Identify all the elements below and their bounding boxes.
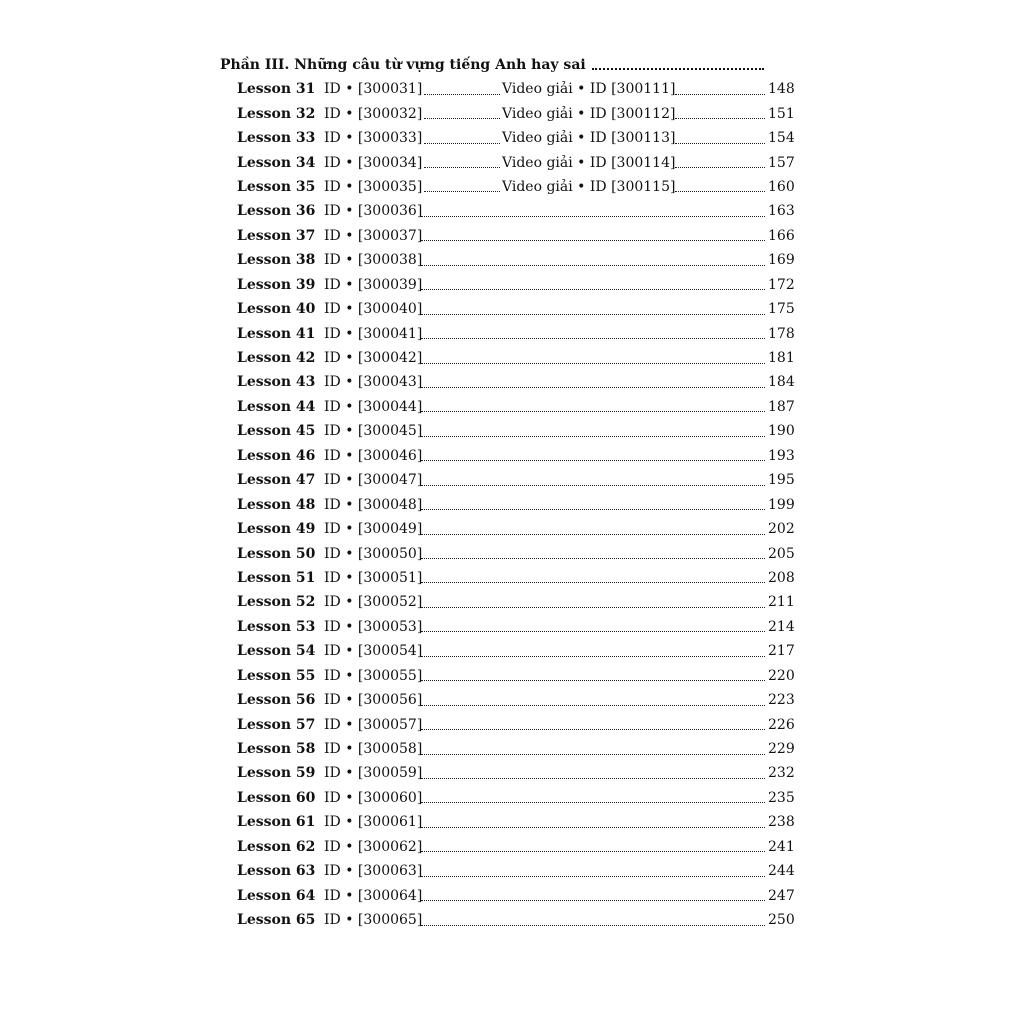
toc-entry[interactable] — [237, 761, 793, 785]
lesson-label: Lesson 38 — [237, 252, 316, 269]
lesson-label: Lesson 47 — [237, 472, 316, 489]
toc-entry[interactable] — [237, 419, 793, 443]
lesson-id: ID • [300055] — [324, 667, 423, 684]
lesson-id: ID • [300052] — [324, 594, 423, 611]
toc-entry[interactable] — [237, 175, 793, 199]
toc-entry[interactable] — [237, 541, 793, 565]
leader-dots — [421, 827, 765, 828]
toc-entry[interactable] — [237, 224, 793, 248]
toc-entry[interactable] — [237, 908, 793, 932]
page-number: 238 — [768, 814, 795, 831]
lesson-label: Lesson 42 — [237, 350, 316, 367]
lesson-id: ID • [300061] — [324, 814, 423, 831]
lesson-id: ID • [300056] — [324, 692, 423, 709]
lesson-label: Lesson 59 — [237, 765, 316, 782]
leader-dots — [424, 118, 500, 119]
lesson-label: Lesson 58 — [237, 741, 316, 758]
page-number: 148 — [768, 81, 795, 98]
toc-entry[interactable] — [237, 248, 793, 272]
lesson-id: ID • [300050] — [324, 545, 423, 562]
page-number: 217 — [768, 643, 795, 660]
leader-dots — [421, 289, 765, 290]
leader-dots — [675, 167, 765, 168]
toc-entry[interactable] — [237, 321, 793, 345]
page-number: 214 — [768, 618, 795, 635]
lesson-id: ID • [300060] — [324, 789, 423, 806]
toc-entry[interactable] — [237, 517, 793, 541]
lesson-label: Lesson 31 — [237, 81, 316, 98]
leader-dots — [421, 436, 765, 437]
toc-entry[interactable] — [237, 199, 793, 223]
leader-dots — [421, 460, 765, 461]
lesson-label: Lesson 32 — [237, 105, 316, 122]
page-number: 187 — [768, 398, 795, 415]
page-number: 235 — [768, 789, 795, 806]
page-number: 199 — [768, 496, 795, 513]
leader-dots — [421, 387, 765, 388]
leader-dots — [421, 534, 765, 535]
toc-entry[interactable] — [237, 786, 793, 810]
lesson-label: Lesson 41 — [237, 325, 316, 342]
lesson-label: Lesson 39 — [237, 276, 316, 293]
lesson-label: Lesson 44 — [237, 398, 316, 415]
page-number: 190 — [768, 423, 795, 440]
video-id: Video giải • ID [300111] — [502, 81, 676, 98]
lesson-label: Lesson 33 — [237, 130, 316, 147]
lesson-id: ID • [300064] — [324, 887, 423, 904]
toc-entry[interactable] — [237, 346, 793, 370]
lesson-label: Lesson 62 — [237, 838, 316, 855]
lesson-label: Lesson 65 — [237, 912, 316, 929]
lesson-label: Lesson 60 — [237, 789, 316, 806]
leader-dots — [421, 851, 765, 852]
leader-dots — [421, 925, 765, 926]
lesson-label: Lesson 53 — [237, 618, 316, 635]
page-number: 154 — [768, 130, 795, 147]
page-number: 193 — [768, 447, 795, 464]
page-number: 172 — [768, 276, 795, 293]
leader-dots — [421, 876, 765, 877]
toc-entry[interactable] — [237, 492, 793, 516]
lesson-id: ID • [300042] — [324, 350, 423, 367]
toc-entry[interactable] — [237, 712, 793, 736]
toc-entry[interactable] — [237, 150, 793, 174]
toc-entry[interactable] — [237, 370, 793, 394]
lesson-id: ID • [300048] — [324, 496, 423, 513]
leader-dots — [421, 729, 765, 730]
toc-entry[interactable] — [237, 77, 793, 101]
leader-dots — [421, 802, 765, 803]
page-number: 247 — [768, 887, 795, 904]
page-number: 229 — [768, 741, 795, 758]
lesson-id: ID • [300063] — [324, 863, 423, 880]
video-id: Video giải • ID [300112] — [502, 105, 676, 122]
page-number: 220 — [768, 667, 795, 684]
lesson-label: Lesson 49 — [237, 521, 316, 538]
leader-dots — [424, 143, 500, 144]
leader-dots — [421, 754, 765, 755]
leader-dots — [675, 143, 765, 144]
lesson-id: ID • [300051] — [324, 569, 423, 586]
toc-entry[interactable] — [237, 664, 793, 688]
leader-dots — [421, 265, 765, 266]
leader-dots — [421, 900, 765, 901]
lesson-id: ID • [300035] — [324, 178, 423, 195]
table-of-contents — [237, 77, 793, 932]
page-number: 181 — [768, 350, 795, 367]
page-number: 232 — [768, 765, 795, 782]
lesson-label: Lesson 61 — [237, 814, 316, 831]
page-number: 166 — [768, 227, 795, 244]
video-id: Video giải • ID [300114] — [502, 154, 676, 171]
toc-entry[interactable] — [237, 883, 793, 907]
leader-dots — [421, 582, 765, 583]
page-number: 195 — [768, 472, 795, 489]
toc-entry[interactable] — [237, 273, 793, 297]
toc-entry[interactable] — [237, 395, 793, 419]
toc-entry[interactable] — [237, 688, 793, 712]
lesson-id: ID • [300053] — [324, 618, 423, 635]
leader-dots — [675, 118, 765, 119]
section-title: Phần III. Những câu từ vựng tiếng Anh hay sai — [220, 57, 586, 73]
lesson-id: ID • [300054] — [324, 643, 423, 660]
lesson-label: Lesson 51 — [237, 569, 316, 586]
page-number: 169 — [768, 252, 795, 269]
page-number: 175 — [768, 301, 795, 318]
lesson-label: Lesson 64 — [237, 887, 316, 904]
lesson-label: Lesson 63 — [237, 863, 316, 880]
lesson-id: ID • [300062] — [324, 838, 423, 855]
video-id: Video giải • ID [300115] — [502, 178, 676, 195]
page-number: 184 — [768, 374, 795, 391]
leader-dots — [421, 705, 765, 706]
page-number: 211 — [768, 594, 795, 611]
toc-entry[interactable] — [237, 859, 793, 883]
lesson-label: Lesson 55 — [237, 667, 316, 684]
page-number: 202 — [768, 521, 795, 538]
lesson-label: Lesson 52 — [237, 594, 316, 611]
lesson-label: Lesson 43 — [237, 374, 316, 391]
leader-dots — [675, 191, 765, 192]
lesson-id: ID • [300047] — [324, 472, 423, 489]
lesson-label: Lesson 46 — [237, 447, 316, 464]
lesson-id: ID • [300040] — [324, 301, 423, 318]
page-number: 223 — [768, 692, 795, 709]
lesson-label: Lesson 35 — [237, 178, 316, 195]
leader-dots — [421, 216, 765, 217]
lesson-id: ID • [300037] — [324, 227, 423, 244]
leader-dots — [421, 778, 765, 779]
leader-dots — [424, 191, 500, 192]
page-number: 178 — [768, 325, 795, 342]
toc-entry[interactable] — [237, 810, 793, 834]
leader-dots — [421, 338, 765, 339]
lesson-id: ID • [300032] — [324, 105, 423, 122]
leader-dots — [424, 167, 500, 168]
page-number: 226 — [768, 716, 795, 733]
toc-entry[interactable] — [237, 615, 793, 639]
lesson-id: ID • [300033] — [324, 130, 423, 147]
leader-dots — [421, 485, 765, 486]
lesson-id: ID • [300046] — [324, 447, 423, 464]
toc-entry[interactable] — [237, 468, 793, 492]
page-number: 241 — [768, 838, 795, 855]
section-heading — [220, 53, 764, 77]
leader-dots — [424, 94, 500, 95]
toc-entry[interactable] — [237, 126, 793, 150]
lesson-label: Lesson 45 — [237, 423, 316, 440]
lesson-id: ID • [300038] — [324, 252, 423, 269]
lesson-label: Lesson 37 — [237, 227, 316, 244]
leader-dots — [421, 607, 765, 608]
leader-dots — [421, 680, 765, 681]
toc-entry[interactable] — [237, 297, 793, 321]
leader-dots — [421, 656, 765, 657]
leader-dots — [592, 68, 764, 70]
lesson-label: Lesson 48 — [237, 496, 316, 513]
lesson-id: ID • [300058] — [324, 741, 423, 758]
lesson-label: Lesson 57 — [237, 716, 316, 733]
lesson-id: ID • [300065] — [324, 912, 423, 929]
lesson-label: Lesson 40 — [237, 301, 316, 318]
leader-dots — [675, 94, 765, 95]
lesson-id: ID • [300031] — [324, 81, 423, 98]
leader-dots — [421, 314, 765, 315]
lesson-id: ID • [300036] — [324, 203, 423, 220]
lesson-id: ID • [300059] — [324, 765, 423, 782]
leader-dots — [421, 411, 765, 412]
toc-entry[interactable] — [237, 566, 793, 590]
toc-entry[interactable] — [237, 590, 793, 614]
toc-entry[interactable] — [237, 737, 793, 761]
lesson-id: ID • [300049] — [324, 521, 423, 538]
toc-entry[interactable] — [237, 101, 793, 125]
lesson-label: Lesson 34 — [237, 154, 316, 171]
page-number: 244 — [768, 863, 795, 880]
lesson-id: ID • [300041] — [324, 325, 423, 342]
page-number: 205 — [768, 545, 795, 562]
leader-dots — [421, 509, 765, 510]
page-number: 151 — [768, 105, 795, 122]
toc-entry[interactable] — [237, 835, 793, 859]
leader-dots — [421, 363, 765, 364]
lesson-label: Lesson 56 — [237, 692, 316, 709]
leader-dots — [421, 558, 765, 559]
toc-entry[interactable] — [237, 444, 793, 468]
video-id: Video giải • ID [300113] — [502, 130, 676, 147]
leader-dots — [421, 631, 765, 632]
lesson-label: Lesson 36 — [237, 203, 316, 220]
page-number: 160 — [768, 178, 795, 195]
lesson-id: ID • [300043] — [324, 374, 423, 391]
page-number: 157 — [768, 154, 795, 171]
lesson-id: ID • [300039] — [324, 276, 423, 293]
lesson-id: ID • [300044] — [324, 398, 423, 415]
lesson-label: Lesson 54 — [237, 643, 316, 660]
page-number: 163 — [768, 203, 795, 220]
page-number: 250 — [768, 912, 795, 929]
lesson-id: ID • [300057] — [324, 716, 423, 733]
leader-dots — [421, 240, 765, 241]
lesson-id: ID • [300034] — [324, 154, 423, 171]
lesson-id: ID • [300045] — [324, 423, 423, 440]
toc-entry[interactable] — [237, 639, 793, 663]
lesson-label: Lesson 50 — [237, 545, 316, 562]
page-number: 208 — [768, 569, 795, 586]
